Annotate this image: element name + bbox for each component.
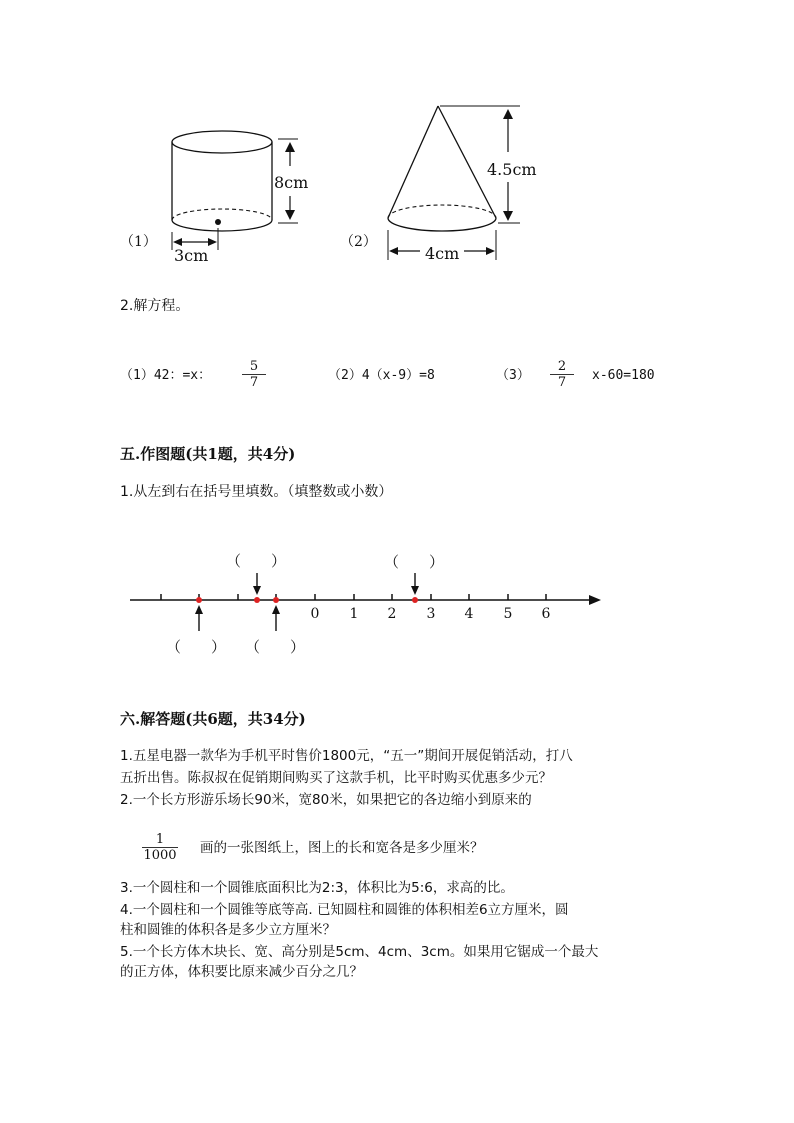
tick-label-0: 0 [310,606,320,622]
equation-3-fraction [550,359,574,390]
section-5-question-1: 1.从左到右在括号里填数。（填整数或小数） [120,484,393,500]
number-line [125,565,610,635]
section-6-q3: 3.一个圆柱和一个圆锥底面积比为2:3，体积比为5:6，求高的比。 [120,880,514,896]
section-6-q2-line-1: 2.一个长方形游乐场长90米，宽80米，如果把它的各边缩小到原来的 [120,792,532,808]
section-6-q2-line-2: 画的一张图纸上，图上的长和宽各是多少厘米？ [200,840,484,856]
section-6-q4-line-1: 4.一个圆柱和一个圆锥等底等高. 已知圆柱和圆锥的体积相差6立方厘米，圆 [120,902,569,918]
answer-blank-top-1[interactable]: （ ） [226,552,287,570]
fraction-numerator: 2 [550,359,574,375]
tick-label-4: 4 [464,606,474,622]
section-6-q1-line-1: 1.五星电器一款华为手机平时售价1800元，“五一”期间开展促销活动，打八 [120,748,573,764]
equation-1-fraction [242,359,266,390]
q2-title: 2.解方程。 [120,298,190,314]
section-6-q1-line-2: 五折出售。陈叔叔在促销期间购买了这款手机，比平时购买优惠多少元？ [120,770,552,786]
fraction-denominator: 1000 [143,848,177,863]
fraction-denominator: 7 [249,375,259,390]
tick-label-2: 2 [387,606,397,622]
tick-label-6: 6 [541,606,551,622]
section-6-q5-line-2: 的正方体，体积要比原来减少百分之几？ [120,964,363,980]
section-6-q5-line-1: 5.一个长方体木块长、宽、高分别是5cm、4cm、3cm。如果用它锯成一个最大 [120,944,599,960]
equation-3-prefix: （3） [496,368,530,383]
fraction-denominator: 7 [557,375,567,390]
equation-1: （1）42：=x： [120,368,212,383]
answer-blank-bottom-1[interactable]: （ ） [166,638,227,656]
point-marker [273,597,279,603]
cone-figure [380,100,540,270]
cylinder-height-label: 8cm [274,173,309,192]
cylinder-label: （1） [120,234,157,250]
point-marker [254,597,260,603]
point-marker [412,597,418,603]
point-marker [196,597,202,603]
tick-label-3: 3 [426,606,436,622]
cylinder-radius-label: 3cm [174,246,209,265]
tick-label-5: 5 [503,606,513,622]
fraction-numerator: 1 [142,832,178,848]
section-6-heading: 六.解答题(共6题，共34分) [120,710,306,728]
tick-label-1: 1 [349,606,359,622]
cone-diameter-label: 4cm [425,244,460,263]
answer-blank-bottom-2[interactable]: （ ） [245,638,306,656]
equation-3-suffix: x-60=180 [592,368,655,383]
answer-blank-top-2[interactable]: （ ） [384,553,445,571]
fraction-numerator: 5 [242,359,266,375]
section-5-heading: 五.作图题(共1题，共4分) [120,445,296,463]
cone-height-label: 4.5cm [487,160,537,179]
equation-2: （2）4（x-9）=8 [328,368,435,383]
cone-label: （2） [340,234,377,250]
section-6-q4-line-2: 柱和圆锥的体积各是多少立方厘米？ [120,922,336,938]
q2-fraction [142,832,178,863]
